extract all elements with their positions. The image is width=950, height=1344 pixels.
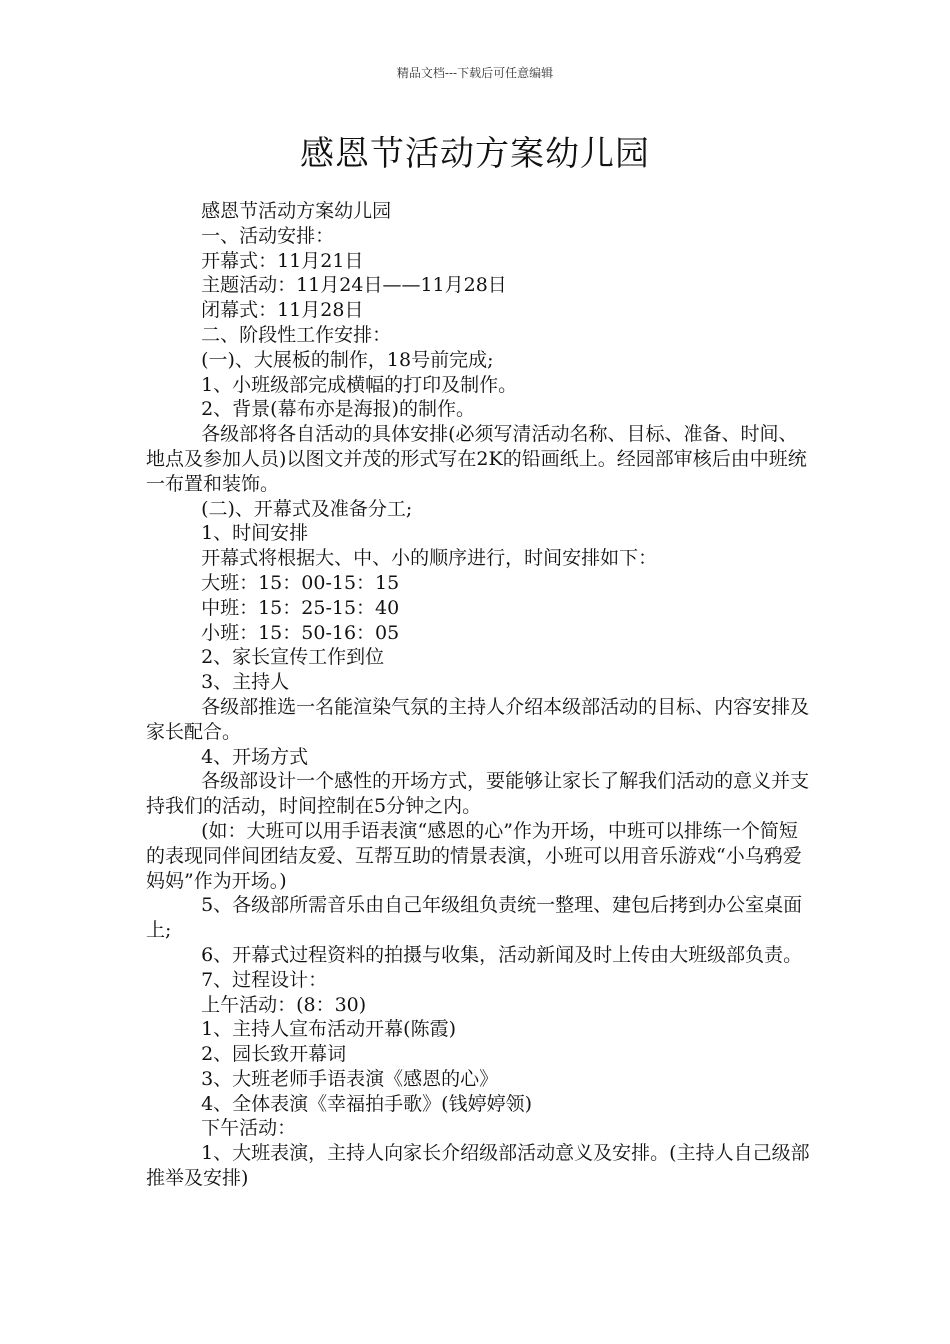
paragraph: 下午活动： bbox=[201, 1117, 297, 1140]
paragraph: 4、全体表演《幸福拍手歌》(钱婷婷领) bbox=[201, 1092, 533, 1115]
paragraph: 4、开场方式 bbox=[201, 745, 309, 768]
paragraph: (一)、大展板的制作，18号前完成; bbox=[201, 348, 494, 371]
paragraph: 主题活动：11月24日——11月28日 bbox=[201, 274, 507, 297]
paragraph: 1、主持人宣布活动开幕(陈霞) bbox=[201, 1018, 457, 1041]
paragraph: 6、开幕式过程资料的拍摄与收集，活动新闻及时上传由大班级部负责。 bbox=[201, 943, 803, 966]
paragraph: 大班：15：00-15：15 bbox=[201, 571, 400, 594]
paragraph: (二)、开幕式及准备分工; bbox=[201, 497, 413, 520]
paragraph: 1、小班级部完成横幅的打印及制作。 bbox=[201, 373, 518, 396]
paragraph: (如：大班可以用手语表演“感恩的心”作为开场，中班可以排练一个简短的表现同伴间团结友爱、互帮互助的情景表演，小班可以用音乐游戏“小乌鸦爱妈妈”作为开场。) bbox=[146, 819, 802, 892]
paragraph: 各级部推选一名能渲染气氛的主持人介绍本级部活动的目标、内容安排及家长配合。 bbox=[146, 695, 810, 743]
paragraph: 1、时间安排 bbox=[201, 522, 309, 545]
header-note: 精品文档---下载后可任意编辑 bbox=[396, 66, 554, 80]
paragraph: 小班：15：50-16：05 bbox=[201, 621, 400, 644]
paragraph: 中班：15：25-15：40 bbox=[201, 596, 400, 619]
paragraph: 2、家长宣传工作到位 bbox=[201, 646, 385, 669]
paragraph: 闭幕式：11月28日 bbox=[201, 299, 364, 322]
paragraph: 各级部设计一个感性的开场方式，要能够让家长了解我们活动的意义并支持我们的活动，时间控制在5分钟之内。 bbox=[146, 770, 810, 818]
document-body bbox=[146, 199, 810, 1191]
paragraph: 1、大班表演，主持人向家长介绍级部活动意义及安排。(主持人自己级部推举及安排) bbox=[146, 1142, 810, 1190]
paragraph: 开幕式：11月21日 bbox=[201, 249, 364, 272]
paragraph: 二、阶段性工作安排： bbox=[201, 323, 392, 346]
paragraph: 上午活动：(8：30) bbox=[201, 993, 367, 1016]
paragraph: 7、过程设计： bbox=[201, 968, 328, 991]
paragraph: 3、大班老师手语表演《感恩的心》 bbox=[201, 1067, 499, 1090]
paragraph: 感恩节活动方案幼儿园 bbox=[201, 200, 392, 222]
paragraph: 2、园长致开幕词 bbox=[201, 1043, 347, 1066]
paragraph: 一、活动安排： bbox=[201, 224, 335, 247]
paragraph: 开幕式将根据大、中、小的顺序进行，时间安排如下： bbox=[201, 547, 658, 570]
paragraph: 2、背景(幕布亦是海报)的制作。 bbox=[201, 398, 476, 421]
document-title: 感恩节活动方案幼儿园 bbox=[300, 134, 650, 174]
paragraph: 5、各级部所需音乐由自己年级组负责统一整理、建包后拷到办公室桌面上; bbox=[146, 894, 803, 942]
paragraph: 3、主持人 bbox=[201, 671, 290, 694]
paragraph: 各级部将各自活动的具体安排(必须写清活动名称、目标、准备、时间、地点及参加人员)以图文并茂的形式写在2K的铅画纸上。经园部审核后由中班统一布置和装饰。 bbox=[146, 423, 807, 495]
